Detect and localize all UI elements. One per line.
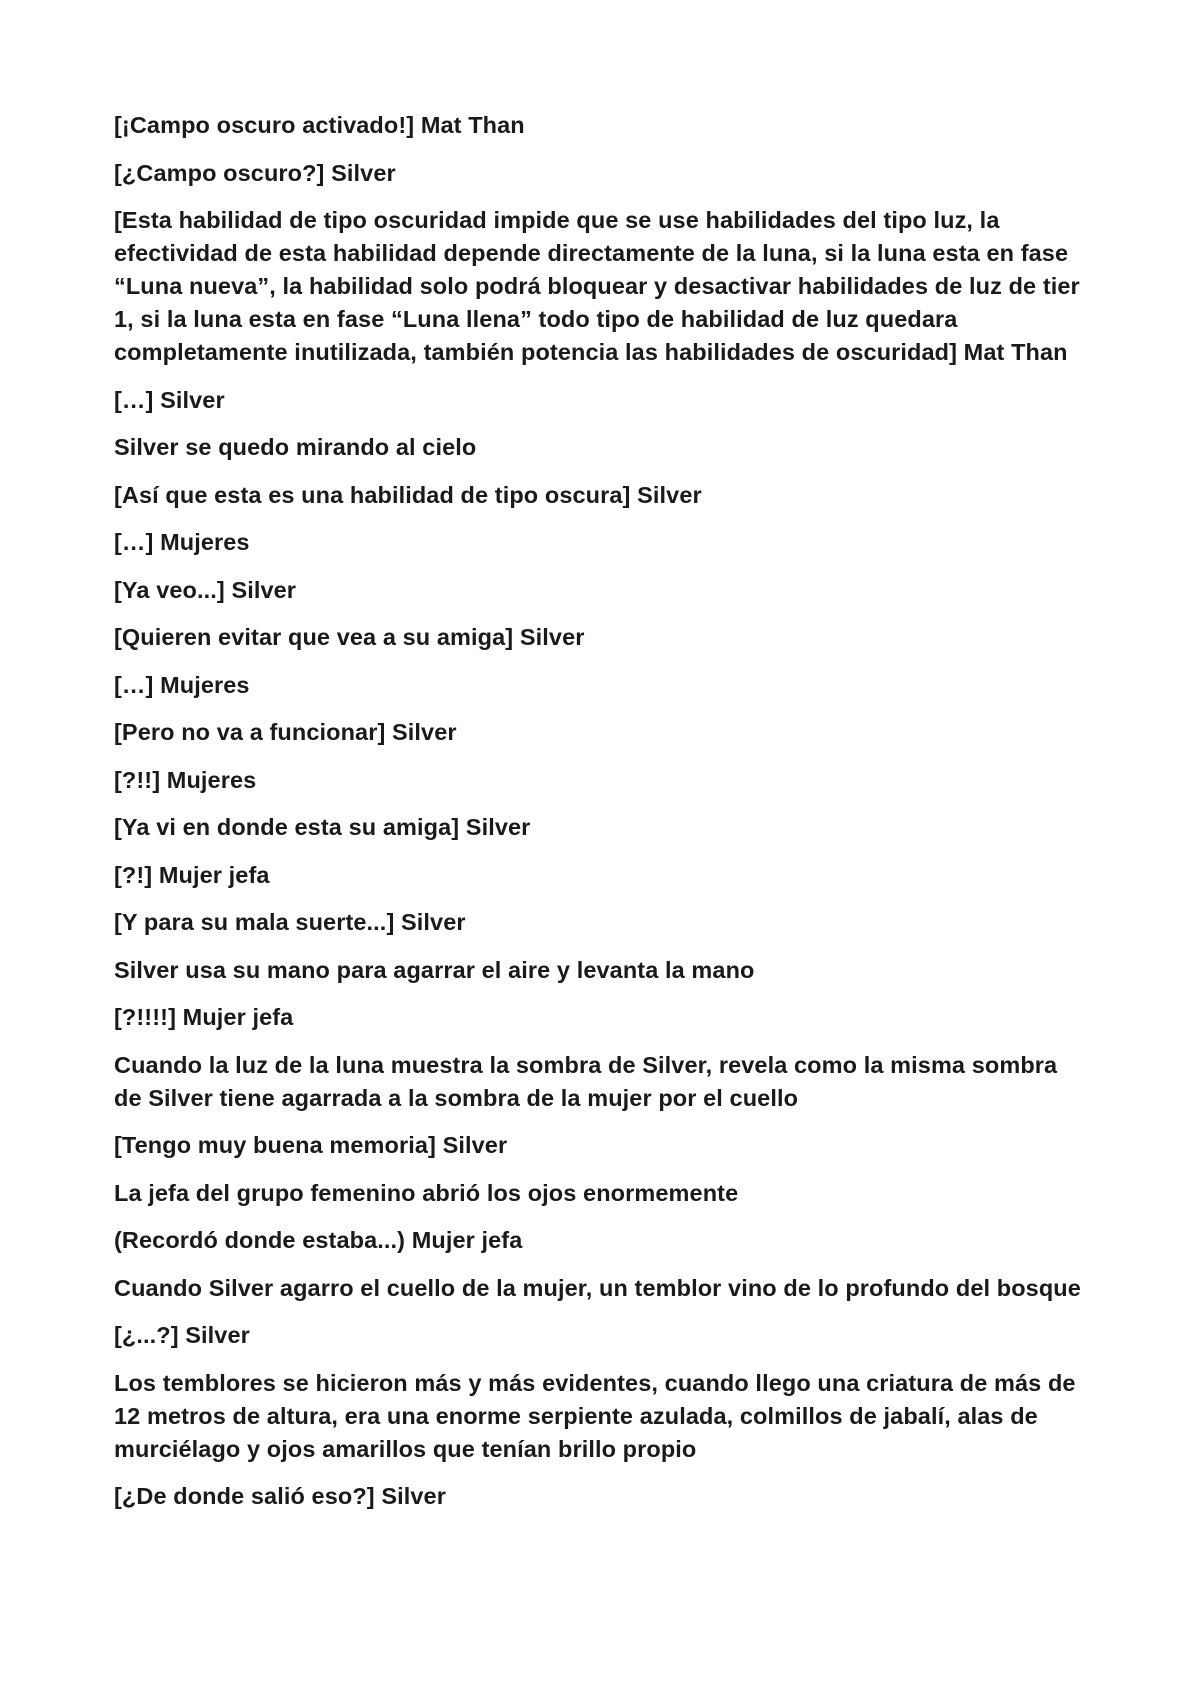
- paragraph: [?!!!!] Mujer jefa: [114, 1004, 294, 1030]
- paragraph: […] Mujeres: [114, 671, 250, 698]
- paragraph: [?!] Mujer jefa: [114, 861, 270, 888]
- paragraph: […] Mujeres: [114, 529, 250, 555]
- paragraph: Silver usa su mano para agarrar el aire y levanta la mano: [114, 956, 755, 983]
- paragraph: Cuando Silver agarro el cuello de la mujer, un temblor vino de lo profundo del bosque: [114, 1274, 1081, 1301]
- paragraph: Los temblores se hicieron más y más evidentes, cuando llego una criatura de más de 12 metros de altura, era una enorme serpiente azulada, colmillos de jabalí, alas de murciélago y ojos amarillos que tenían brillo propio: [114, 1369, 1076, 1462]
- paragraph: [Pero no va a funcionar] Silver: [114, 719, 457, 745]
- paragraph: La jefa del grupo femenino abrió los ojos enormemente: [114, 1179, 739, 1206]
- paragraph: [Esta habilidad de tipo oscuridad impide que se use habilidades del tipo luz, la efectividad de esta habilidad depende directamente de la luna, si la luna esta en fase “Luna nueva”, la habilidad solo podrá bloquear y desactivar habilidades de luz de tier 1, si la luna esta en fase “Luna llena” todo tipo de habilidad de luz quedara completamente inutilizada, también potencia las habilidades de oscuridad] Mat Than: [114, 207, 1080, 365]
- paragraph: [Tengo muy buena memoria] Silver: [114, 1132, 508, 1158]
- paragraph: [Quieren evitar que vea a su amiga] Silver: [114, 624, 585, 650]
- paragraph: […] Silver: [114, 386, 225, 413]
- paragraph: [Y para su mala suerte...] Silver: [114, 909, 466, 935]
- paragraph: (Recordó donde estaba...) Mujer jefa: [114, 1227, 523, 1253]
- paragraph: [¿De donde salió eso?] Silver: [114, 1483, 446, 1509]
- paragraph: Silver se quedo mirando al cielo: [114, 434, 477, 460]
- document-body: [114, 109, 1084, 1528]
- paragraph: Cuando la luz de la luna muestra la sombra de Silver, revela como la misma sombra de Silver tiene agarrada a la sombra de la mujer por el cuello: [114, 1051, 1058, 1111]
- paragraph: [Ya veo...] Silver: [114, 576, 297, 603]
- paragraph: [¿...?] Silver: [114, 1322, 250, 1348]
- paragraph: [Así que esta es una habilidad de tipo oscura] Silver: [114, 481, 702, 508]
- paragraph: [¡Campo oscuro activado!] Mat Than: [114, 112, 525, 138]
- paragraph: [¿Campo oscuro?] Silver: [114, 159, 396, 186]
- paragraph: [Ya vi en donde esta su amiga] Silver: [114, 814, 531, 840]
- paragraph: [?!!] Mujeres: [114, 766, 257, 793]
